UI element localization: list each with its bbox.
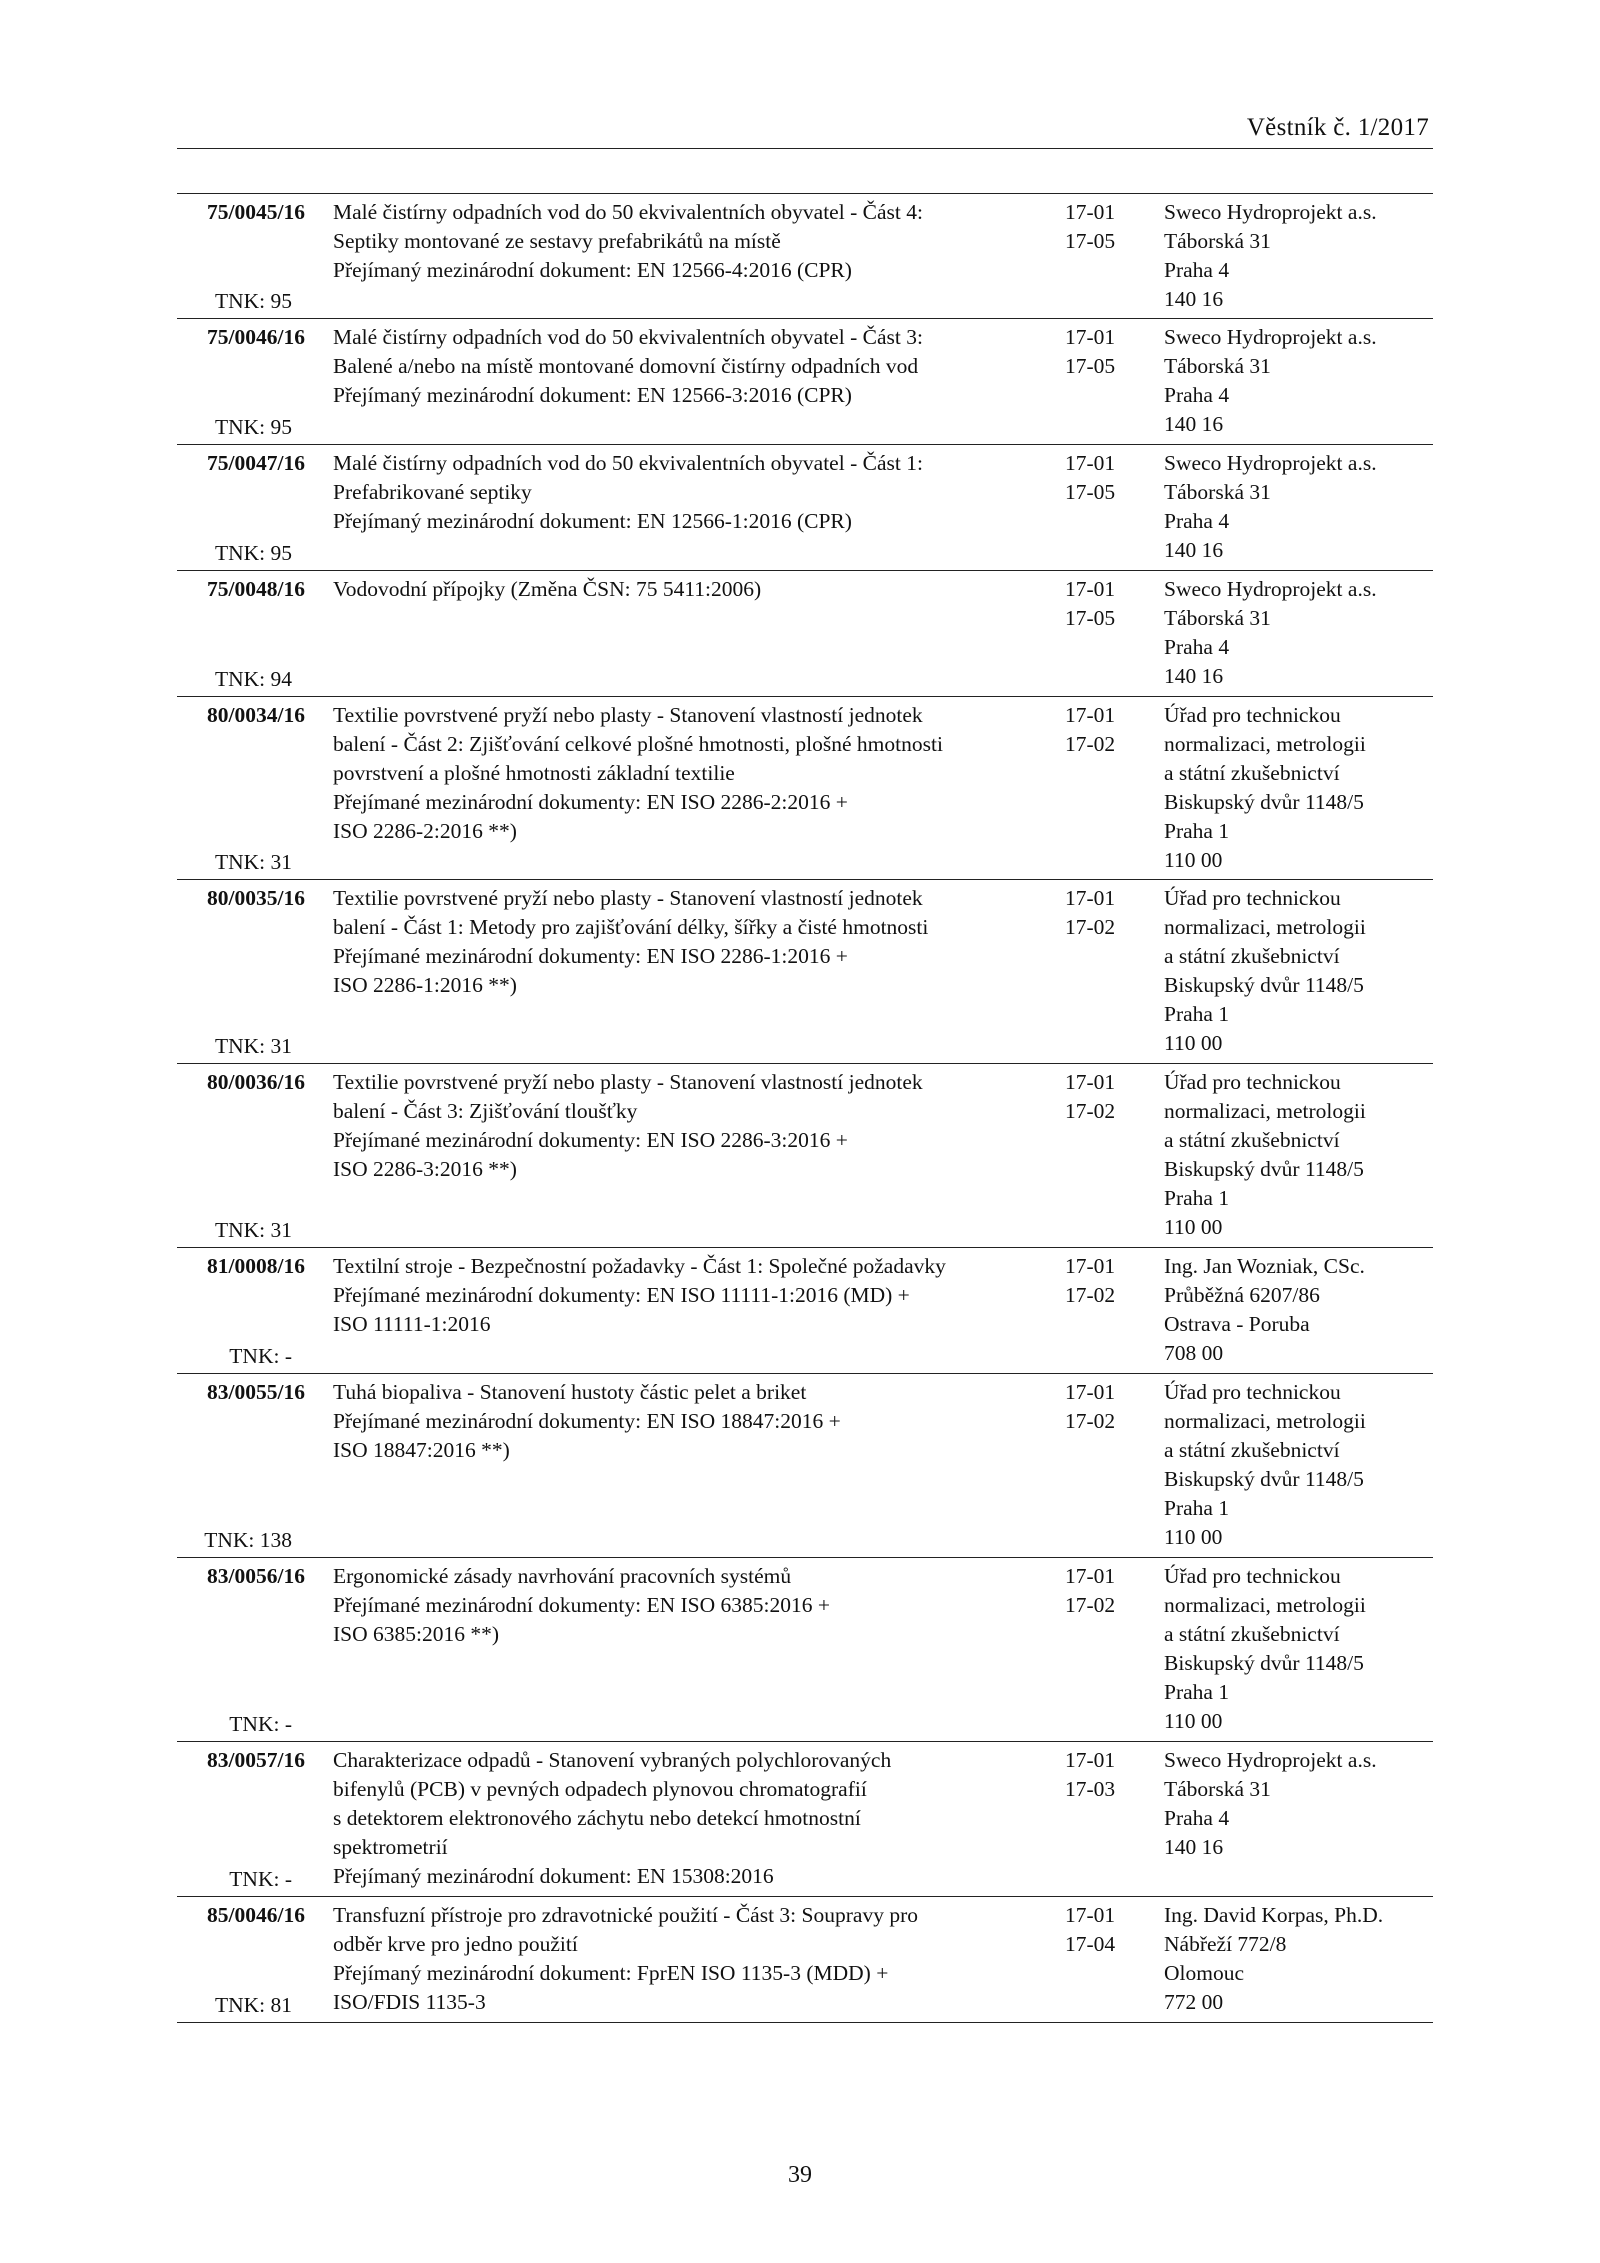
entry-title-line: Tuhá biopaliva - Stanovení hustoty částic pelet a briket [333, 1380, 807, 1404]
entry-address-line: Praha 4 [1164, 383, 1230, 407]
entry-title-line: ISO 6385:2016 **) [333, 1622, 500, 1646]
entry-title-line: Malé čistírny odpadních vod do 50 ekvivalentních obyvatel - Část 1: [333, 451, 923, 475]
entry-code: 85/0046/16 [207, 1903, 305, 1927]
entry-date: 17-01 [1065, 1070, 1116, 1094]
entry-address-line: 140 16 [1164, 287, 1224, 311]
entry-date: 17-02 [1065, 915, 1116, 939]
entry-title-line: Přejímané mezinárodní dokumenty: EN ISO 18847:2016 + [333, 1409, 841, 1433]
entry-address [1164, 323, 1434, 439]
entry-tnk: TNK: 81 [214, 1993, 292, 2017]
standard-entry [177, 1248, 1433, 1374]
entry-address-line: a státní zkušebnictví [1164, 1622, 1340, 1646]
entry-date: 17-05 [1065, 480, 1116, 504]
entry-address-line: 140 16 [1164, 664, 1224, 688]
entry-dates [1065, 198, 1135, 256]
entry-address-line: Táborská 31 [1164, 606, 1271, 630]
entry-address-line: Úřad pro technickou [1164, 703, 1341, 727]
entry-address-line: Praha 1 [1164, 1186, 1230, 1210]
entry-date: 17-05 [1065, 229, 1116, 253]
entry-address-line: normalizaci, metrologii [1164, 1099, 1366, 1123]
entry-address [1164, 449, 1434, 565]
entry-address-line: Praha 1 [1164, 1680, 1230, 1704]
entry-date: 17-04 [1065, 1932, 1116, 1956]
entry-address-line: a státní zkušebnictví [1164, 1128, 1340, 1152]
entry-address-line: Biskupský dvůr 1148/5 [1164, 1467, 1364, 1491]
entry-date: 17-03 [1065, 1777, 1116, 1801]
entry-address-line: Táborská 31 [1164, 480, 1271, 504]
entry-title-line: spektrometrií [333, 1835, 448, 1859]
entry-tnk: TNK: 94 [214, 667, 292, 691]
standard-entry [177, 1374, 1433, 1558]
entry-address-line: Biskupský dvůr 1148/5 [1164, 1157, 1364, 1181]
entry-title-line: Transfuzní přístroje pro zdravotnické použití - Část 3: Soupravy pro [333, 1903, 918, 1927]
entry-address-line: Táborská 31 [1164, 1777, 1271, 1801]
standard-entry [177, 1558, 1433, 1742]
entry-title-line: odběr krve pro jedno použití [333, 1932, 578, 1956]
entry-title-line: Textilie povrstvené pryží nebo plasty - Stanovení vlastností jednotek [333, 886, 923, 910]
entry-date: 17-01 [1065, 703, 1116, 727]
standard-entry [177, 697, 1433, 880]
entry-address-line: Ing. Jan Wozniak, CSc. [1164, 1254, 1365, 1278]
entry-code: 75/0045/16 [207, 200, 305, 224]
entry-code: 83/0057/16 [207, 1748, 305, 1772]
entry-address-line: Ostrava - Poruba [1164, 1312, 1310, 1336]
entry-dates [1065, 323, 1135, 381]
entry-address-line: Biskupský dvůr 1148/5 [1164, 973, 1364, 997]
entry-dates [1065, 575, 1135, 633]
entry-address-line: Úřad pro technickou [1164, 1564, 1341, 1588]
standard-entry [177, 319, 1433, 445]
entry-dates [1065, 449, 1135, 507]
entry-address-line: Praha 1 [1164, 1496, 1230, 1520]
entry-code: 83/0056/16 [207, 1564, 305, 1588]
entry-title-line: Textilní stroje - Bezpečnostní požadavky - Část 1: Společné požadavky [333, 1254, 946, 1278]
entry-address-line: normalizaci, metrologii [1164, 1593, 1366, 1617]
entry-address-line: Biskupský dvůr 1148/5 [1164, 1651, 1364, 1675]
entry-title-line: ISO 2286-1:2016 **) [333, 973, 517, 997]
entry-address-line: 110 00 [1164, 1031, 1223, 1055]
entry-tnk: TNK: - [229, 1867, 292, 1891]
entry-date: 17-01 [1065, 1380, 1116, 1404]
entry-address-line: Biskupský dvůr 1148/5 [1164, 790, 1364, 814]
entry-address-line: normalizaci, metrologii [1164, 1409, 1366, 1433]
entry-title-line: Přejímaný mezinárodní dokument: FprEN ISO 1135-3 (MDD) + [333, 1961, 889, 1985]
entry-dates [1065, 701, 1135, 759]
entry-code: 80/0034/16 [207, 703, 305, 727]
entry-title-line: ISO 2286-3:2016 **) [333, 1157, 517, 1181]
entry-code: 80/0036/16 [207, 1070, 305, 1094]
entry-date: 17-02 [1065, 1409, 1116, 1433]
entry-address-line: a státní zkušebnictví [1164, 1438, 1340, 1462]
entry-dates [1065, 1378, 1135, 1436]
standard-entry [177, 571, 1433, 697]
entry-title-line: Malé čistírny odpadních vod do 50 ekvivalentních obyvatel - Část 4: [333, 200, 923, 224]
journal-title: Věstník č. 1/2017 [1246, 114, 1429, 141]
standards-list [177, 193, 1433, 2023]
entry-tnk: TNK: 31 [214, 1034, 292, 1058]
entry-title-line: Přejímaný mezinárodní dokument: EN 12566-3:2016 (CPR) [333, 383, 852, 407]
entry-title-line: Textilie povrstvené pryží nebo plasty - Stanovení vlastností jednotek [333, 703, 923, 727]
entry-title-line: Prefabrikované septiky [333, 480, 532, 504]
entry-title-line: balení - Část 1: Metody pro zajišťování délky, šířky a čisté hmotnosti [333, 915, 929, 939]
entry-address [1164, 1746, 1434, 1862]
entry-title-line: Přejímaný mezinárodní dokument: EN 12566-1:2016 (CPR) [333, 509, 852, 533]
entry-date: 17-02 [1065, 732, 1116, 756]
entry-title-line: Textilie povrstvené pryží nebo plasty - Stanovení vlastností jednotek [333, 1070, 923, 1094]
entry-title-line: Balené a/nebo na místě montované domovní čistírny odpadních vod [333, 354, 919, 378]
entry-title-line: Přejímané mezinárodní dokumenty: EN ISO 11111-1:2016 (MD) + [333, 1283, 910, 1307]
entry-title-line: ISO 18847:2016 **) [333, 1438, 510, 1462]
entry-date: 17-01 [1065, 1903, 1116, 1927]
page-header [177, 108, 1433, 149]
entry-address [1164, 1252, 1434, 1368]
standard-entry [177, 194, 1433, 319]
entry-address-line: 110 00 [1164, 1215, 1223, 1239]
entry-address-line: 140 16 [1164, 1835, 1224, 1859]
standard-entry [177, 880, 1433, 1064]
entry-code: 83/0055/16 [207, 1380, 305, 1404]
entry-dates [1065, 884, 1135, 942]
entry-address-line: normalizaci, metrologii [1164, 732, 1366, 756]
entry-title-line: ISO/FDIS 1135-3 [333, 1990, 486, 2014]
entry-date: 17-01 [1065, 200, 1116, 224]
entry-address-line: Sweco Hydroprojekt a.s. [1164, 577, 1377, 601]
entry-date: 17-01 [1065, 451, 1116, 475]
entry-address-line: Úřad pro technickou [1164, 886, 1341, 910]
entry-date: 17-02 [1065, 1099, 1116, 1123]
entry-dates [1065, 1746, 1135, 1804]
standard-entry [177, 1742, 1433, 1897]
entry-address [1164, 575, 1434, 691]
entry-date: 17-01 [1065, 886, 1116, 910]
entry-address-line: Táborská 31 [1164, 354, 1271, 378]
entry-address [1164, 1901, 1434, 2017]
entry-address-line: Praha 4 [1164, 1806, 1230, 1830]
entry-address-line: 140 16 [1164, 538, 1224, 562]
entry-address-line: Nábřeží 772/8 [1164, 1932, 1287, 1956]
entry-address-line: 110 00 [1164, 1709, 1223, 1733]
entry-title-line: s detektorem elektronového záchytu nebo detekcí hmotnostní [333, 1806, 861, 1830]
entry-address [1164, 1378, 1434, 1552]
entry-address-line: 140 16 [1164, 412, 1224, 436]
entry-date: 17-02 [1065, 1593, 1116, 1617]
entry-address-line: Praha 1 [1164, 1002, 1230, 1026]
entry-address-line: Úřad pro technickou [1164, 1380, 1341, 1404]
entry-date: 17-05 [1065, 354, 1116, 378]
entry-tnk: TNK: 31 [214, 850, 292, 874]
entry-tnk: TNK: 95 [214, 541, 292, 565]
entry-address-line: a státní zkušebnictví [1164, 761, 1340, 785]
entry-date: 17-01 [1065, 577, 1116, 601]
entry-code: 75/0047/16 [207, 451, 305, 475]
entry-address-line: Sweco Hydroprojekt a.s. [1164, 200, 1377, 224]
entry-title-line: Vodovodní přípojky (Změna ČSN: 75 5411:2006) [333, 577, 762, 601]
page-number: 39 [788, 2162, 812, 2188]
entry-address-line: normalizaci, metrologii [1164, 915, 1366, 939]
entry-tnk: TNK: 138 [204, 1528, 292, 1552]
entry-address-line: a státní zkušebnictví [1164, 944, 1340, 968]
entry-title-line: balení - Část 3: Zjišťování tloušťky [333, 1099, 638, 1123]
entry-title-line: Charakterizace odpadů - Stanovení vybraných polychlorovaných [333, 1748, 892, 1772]
entry-date: 17-01 [1065, 1564, 1116, 1588]
entry-date: 17-01 [1065, 1748, 1116, 1772]
entry-address [1164, 1068, 1434, 1242]
entry-address-line: 708 00 [1164, 1341, 1224, 1365]
entry-address-line: Sweco Hydroprojekt a.s. [1164, 451, 1377, 475]
entry-date: 17-01 [1065, 1254, 1116, 1278]
entry-date: 17-02 [1065, 1283, 1116, 1307]
entry-title-line: Přejímané mezinárodní dokumenty: EN ISO 2286-3:2016 + [333, 1128, 848, 1152]
entry-title-line: Septiky montované ze sestavy prefabrikátů na místě [333, 229, 781, 253]
entry-address-line: Táborská 31 [1164, 229, 1271, 253]
entry-address-line: 110 00 [1164, 1525, 1223, 1549]
entry-tnk: TNK: 31 [214, 1218, 292, 1242]
entry-dates [1065, 1901, 1135, 1959]
entry-code: 81/0008/16 [207, 1254, 305, 1278]
entry-address-line: Ing. David Korpas, Ph.D. [1164, 1903, 1384, 1927]
entry-title-line: povrstvení a plošné hmotnosti základní textilie [333, 761, 735, 785]
entry-tnk: TNK: - [229, 1712, 292, 1736]
entry-address-line: 772 00 [1164, 1990, 1224, 2014]
entry-code: 75/0046/16 [207, 325, 305, 349]
entry-date: 17-01 [1065, 325, 1116, 349]
standard-entry [177, 445, 1433, 571]
entry-dates [1065, 1252, 1135, 1310]
entry-title-line: Přejímaný mezinárodní dokument: EN 15308:2016 [333, 1864, 774, 1888]
entry-title-line: Přejímané mezinárodní dokumenty: EN ISO 2286-2:2016 + [333, 790, 848, 814]
entry-address-line: Praha 1 [1164, 819, 1230, 843]
entry-address-line: Sweco Hydroprojekt a.s. [1164, 325, 1377, 349]
entry-address-line: Praha 4 [1164, 509, 1230, 533]
entry-title-line: Přejímaný mezinárodní dokument: EN 12566-4:2016 (CPR) [333, 258, 852, 282]
entry-address-line: Olomouc [1164, 1961, 1245, 1985]
entry-code: 80/0035/16 [207, 886, 305, 910]
entry-tnk: TNK: - [229, 1344, 292, 1368]
entry-title-line: bifenylů (PCB) v pevných odpadech plynovou chromatografií [333, 1777, 867, 1801]
entry-tnk: TNK: 95 [214, 415, 292, 439]
entry-title-line: Malé čistírny odpadních vod do 50 ekvivalentních obyvatel - Část 3: [333, 325, 923, 349]
entry-address [1164, 1562, 1434, 1736]
entry-code: 75/0048/16 [207, 577, 305, 601]
entry-address [1164, 701, 1434, 875]
entry-tnk: TNK: 95 [214, 289, 292, 313]
entry-title-line: Ergonomické zásady navrhování pracovních systémů [333, 1564, 792, 1588]
entry-address-line: Praha 4 [1164, 258, 1230, 282]
entry-title-line: Přejímané mezinárodní dokumenty: EN ISO 6385:2016 + [333, 1593, 830, 1617]
standard-entry [177, 1897, 1433, 2023]
entry-address [1164, 198, 1434, 314]
entry-dates [1065, 1068, 1135, 1126]
entry-title-line: balení - Část 2: Zjišťování celkové plošné hmotnosti, plošné hmotnosti [333, 732, 943, 756]
entry-address-line: 110 00 [1164, 848, 1223, 872]
entry-title-line: ISO 2286-2:2016 **) [333, 819, 517, 843]
entry-address-line: Praha 4 [1164, 635, 1230, 659]
entry-dates [1065, 1562, 1135, 1620]
entry-title-line: ISO 11111-1:2016 [333, 1312, 491, 1336]
entry-address-line: Úřad pro technickou [1164, 1070, 1341, 1094]
entry-date: 17-05 [1065, 606, 1116, 630]
entry-address-line: Průběžná 6207/86 [1164, 1283, 1320, 1307]
entry-title-line: Přejímané mezinárodní dokumenty: EN ISO 2286-1:2016 + [333, 944, 848, 968]
entry-address-line: Sweco Hydroprojekt a.s. [1164, 1748, 1377, 1772]
entry-address [1164, 884, 1434, 1058]
standard-entry [177, 1064, 1433, 1248]
